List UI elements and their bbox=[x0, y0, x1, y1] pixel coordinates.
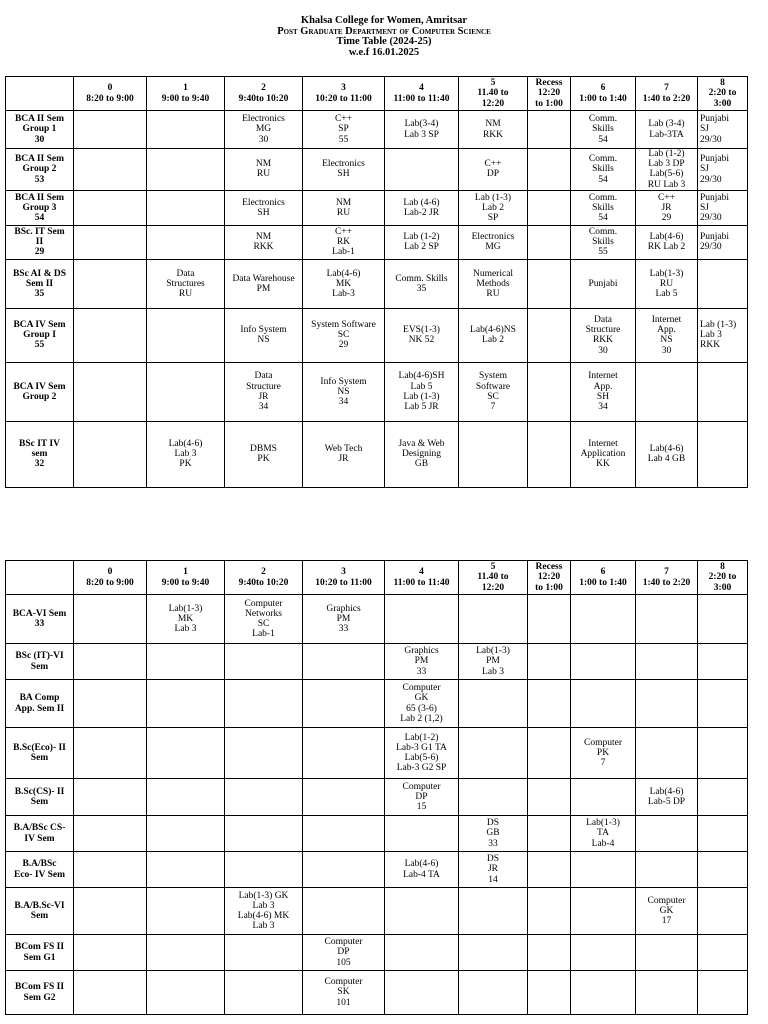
table-row bbox=[6, 816, 748, 852]
column-header: 5 11.40 to 12:20 bbox=[459, 77, 528, 111]
period-cell bbox=[571, 888, 636, 935]
column-header: 7 1:40 to 2:20 bbox=[636, 561, 698, 595]
period-cell bbox=[74, 595, 147, 644]
period-cell bbox=[571, 680, 636, 728]
effective-date: w.e.f 16.01.2025 bbox=[348, 46, 420, 58]
period-cell bbox=[698, 852, 748, 888]
period-cell: Punjabi 29/30 bbox=[698, 225, 748, 259]
class-label: BCom FS II Sem G2 bbox=[6, 971, 74, 1015]
period-cell: Lab (1-3) Lab 3 RKK bbox=[698, 308, 748, 362]
period-cell: Lab(4-6) MK Lab-3 bbox=[303, 259, 385, 308]
period-cell: NM RU bbox=[225, 149, 303, 191]
period-cell: Comm. Skills 54 bbox=[571, 190, 636, 225]
period-cell bbox=[74, 259, 147, 308]
period-cell bbox=[636, 362, 698, 421]
table-row bbox=[6, 680, 748, 728]
period-cell bbox=[528, 971, 571, 1015]
period-cell: Comm. Skills 35 bbox=[385, 259, 459, 308]
column-header: 8 2:20 to 3:00 bbox=[698, 561, 748, 595]
table-row bbox=[6, 225, 748, 259]
table-row bbox=[6, 852, 748, 888]
period-cell: Numerical Methods RU bbox=[459, 259, 528, 308]
column-header: 6 1:00 to 1:40 bbox=[571, 77, 636, 111]
period-cell: Data Warehouse PM bbox=[225, 259, 303, 308]
period-cell bbox=[147, 680, 225, 728]
period-cell: Computer DP 15 bbox=[385, 779, 459, 816]
class-label: BCA II Sem Group 3 54 bbox=[6, 190, 74, 225]
department-name: Post Graduate Department of Computer Science bbox=[277, 25, 491, 37]
period-cell bbox=[225, 852, 303, 888]
period-cell bbox=[571, 852, 636, 888]
period-cell: Lab (1-2) Lab 2 SP bbox=[385, 225, 459, 259]
period-cell: Lab(4-6) Lab-5 DP bbox=[636, 779, 698, 816]
period-cell bbox=[74, 971, 147, 1015]
period-cell bbox=[528, 308, 571, 362]
period-cell: Lab(1-3) MK Lab 3 bbox=[147, 595, 225, 644]
period-cell bbox=[528, 728, 571, 779]
column-header: 4 11:00 to 11:40 bbox=[385, 77, 459, 111]
period-cell bbox=[74, 728, 147, 779]
period-cell: Computer SK 101 bbox=[303, 971, 385, 1015]
column-header bbox=[6, 77, 74, 111]
period-cell bbox=[147, 362, 225, 421]
class-label: BA Comp App. Sem II bbox=[6, 680, 74, 728]
class-label: BSc (IT)-VI Sem bbox=[6, 644, 74, 680]
period-cell bbox=[528, 190, 571, 225]
period-cell: Lab(3-4) Lab 3 SP bbox=[385, 111, 459, 149]
period-cell bbox=[303, 644, 385, 680]
period-cell bbox=[74, 888, 147, 935]
period-cell bbox=[571, 935, 636, 971]
period-cell bbox=[459, 779, 528, 816]
column-header: 4 11:00 to 11:40 bbox=[385, 561, 459, 595]
period-cell bbox=[74, 225, 147, 259]
period-cell bbox=[636, 728, 698, 779]
column-header: 8 2:20 to 3:00 bbox=[698, 77, 748, 111]
period-cell bbox=[698, 595, 748, 644]
class-label: BCA II Sem Group 2 53 bbox=[6, 149, 74, 191]
period-cell bbox=[571, 971, 636, 1015]
period-cell bbox=[147, 225, 225, 259]
period-cell bbox=[698, 728, 748, 779]
period-cell: Lab(4-6)NS Lab 2 bbox=[459, 308, 528, 362]
period-cell bbox=[528, 852, 571, 888]
period-cell bbox=[528, 888, 571, 935]
column-header: 2 9:40to 10:20 bbox=[225, 77, 303, 111]
period-cell: Lab(1-3) RU Lab 5 bbox=[636, 259, 698, 308]
period-cell: Computer GK 65 (3-6) Lab 2 (1,2) bbox=[385, 680, 459, 728]
period-cell bbox=[459, 595, 528, 644]
period-cell bbox=[303, 779, 385, 816]
column-header bbox=[6, 561, 74, 595]
period-cell: Graphics PM 33 bbox=[385, 644, 459, 680]
period-cell bbox=[528, 680, 571, 728]
period-cell bbox=[698, 779, 748, 816]
period-cell bbox=[225, 935, 303, 971]
period-cell bbox=[528, 421, 571, 487]
table-row bbox=[6, 308, 748, 362]
table-row bbox=[6, 935, 748, 971]
period-cell: DS GB 33 bbox=[459, 816, 528, 852]
column-header: 1 9:00 to 9:40 bbox=[147, 77, 225, 111]
period-cell: Lab(4-6) Lab 3 PK bbox=[147, 421, 225, 487]
period-cell: Lab (1-2) Lab 3 DP Lab(5-6) RU Lab 3 bbox=[636, 149, 698, 191]
period-cell bbox=[571, 779, 636, 816]
class-label: BCA IV Sem Group I 55 bbox=[6, 308, 74, 362]
period-cell: C++ SP 55 bbox=[303, 111, 385, 149]
timetable-2 bbox=[5, 560, 748, 1015]
period-cell: Lab(1-2) Lab-3 G1 TA Lab(5-6) Lab-3 G2 SP bbox=[385, 728, 459, 779]
column-header: Recess 12:20 to 1:00 bbox=[528, 77, 571, 111]
period-cell bbox=[459, 971, 528, 1015]
period-cell bbox=[698, 888, 748, 935]
period-cell bbox=[528, 816, 571, 852]
period-cell: Lab(4-6) Lab 4 GB bbox=[636, 421, 698, 487]
period-cell bbox=[698, 259, 748, 308]
period-cell: Punjabi bbox=[571, 259, 636, 308]
table-row bbox=[6, 111, 748, 149]
period-cell: Electronics SH bbox=[225, 190, 303, 225]
period-cell bbox=[74, 308, 147, 362]
column-header: 6 1:00 to 1:40 bbox=[571, 561, 636, 595]
period-cell bbox=[459, 421, 528, 487]
period-cell: Comm. Skills 55 bbox=[571, 225, 636, 259]
period-cell bbox=[74, 935, 147, 971]
period-cell bbox=[571, 644, 636, 680]
period-cell: Electronics MG bbox=[459, 225, 528, 259]
period-cell bbox=[385, 935, 459, 971]
period-cell bbox=[147, 111, 225, 149]
period-cell: NM RU bbox=[303, 190, 385, 225]
period-cell: Lab (3-4) Lab-3TA bbox=[636, 111, 698, 149]
column-header: 0 8:20 to 9:00 bbox=[74, 77, 147, 111]
period-cell bbox=[303, 680, 385, 728]
class-label: BCA-VI Sem 33 bbox=[6, 595, 74, 644]
period-cell: Punjabi SJ 29/30 bbox=[698, 111, 748, 149]
period-cell bbox=[528, 935, 571, 971]
table-row bbox=[6, 259, 748, 308]
period-cell bbox=[147, 779, 225, 816]
period-cell: DS JR 14 bbox=[459, 852, 528, 888]
table-row bbox=[6, 595, 748, 644]
column-header: 3 10:20 to 11:00 bbox=[303, 561, 385, 595]
period-cell bbox=[698, 421, 748, 487]
period-cell: Electronics SH bbox=[303, 149, 385, 191]
period-cell bbox=[698, 971, 748, 1015]
period-cell bbox=[303, 852, 385, 888]
timetable-1 bbox=[5, 76, 748, 488]
period-cell: System Software SC 7 bbox=[459, 362, 528, 421]
period-cell bbox=[698, 644, 748, 680]
period-cell: Internet App. NS 30 bbox=[636, 308, 698, 362]
period-cell bbox=[147, 852, 225, 888]
period-cell bbox=[698, 935, 748, 971]
table-row bbox=[6, 149, 748, 191]
period-cell: NM RKK bbox=[459, 111, 528, 149]
timetable-title: Time Table (2024-25) bbox=[336, 36, 432, 47]
period-cell: System Software SC 29 bbox=[303, 308, 385, 362]
period-cell bbox=[528, 779, 571, 816]
table-row bbox=[6, 362, 748, 421]
period-cell bbox=[74, 149, 147, 191]
period-cell bbox=[303, 888, 385, 935]
period-cell bbox=[459, 728, 528, 779]
period-cell bbox=[459, 888, 528, 935]
period-cell: Lab (4-6) Lab-2 JR bbox=[385, 190, 459, 225]
class-label: B.A/B.Sc-VI Sem bbox=[6, 888, 74, 935]
period-cell bbox=[303, 728, 385, 779]
period-cell: Computer PK 7 bbox=[571, 728, 636, 779]
period-cell bbox=[225, 816, 303, 852]
class-label: BCA II Sem Group 1 30 bbox=[6, 111, 74, 149]
period-cell bbox=[147, 149, 225, 191]
period-cell bbox=[636, 644, 698, 680]
period-cell: Punjabi SJ 29/30 bbox=[698, 190, 748, 225]
period-cell bbox=[698, 816, 748, 852]
period-cell bbox=[147, 728, 225, 779]
period-cell: Computer GK 17 bbox=[636, 888, 698, 935]
period-cell bbox=[225, 779, 303, 816]
period-cell bbox=[147, 816, 225, 852]
period-cell bbox=[698, 362, 748, 421]
period-cell bbox=[636, 971, 698, 1015]
period-cell bbox=[636, 816, 698, 852]
college-name: Khalsa College for Women, Amritsar bbox=[300, 15, 468, 26]
period-cell bbox=[571, 595, 636, 644]
period-cell bbox=[74, 852, 147, 888]
class-label: B.Sc(Eco)- II Sem bbox=[6, 728, 74, 779]
period-cell: DBMS PK bbox=[225, 421, 303, 487]
period-cell: Lab(1-3) GK Lab 3 Lab(4-6) MK Lab 3 bbox=[225, 888, 303, 935]
period-cell: Lab(1-3) TA Lab-4 bbox=[571, 816, 636, 852]
timetable-header bbox=[0, 16, 768, 58]
period-cell bbox=[385, 971, 459, 1015]
class-label: B.A/BSc Eco- IV Sem bbox=[6, 852, 74, 888]
period-cell: Info System NS 34 bbox=[303, 362, 385, 421]
period-cell: Lab(4-6)SH Lab 5 Lab (1-3) Lab 5 JR bbox=[385, 362, 459, 421]
period-cell bbox=[636, 595, 698, 644]
class-label: B.Sc(CS)- II Sem bbox=[6, 779, 74, 816]
period-cell bbox=[528, 644, 571, 680]
period-cell: Lab(4-6) Lab-4 TA bbox=[385, 852, 459, 888]
period-cell bbox=[74, 421, 147, 487]
period-cell: NM RKK bbox=[225, 225, 303, 259]
period-cell bbox=[74, 779, 147, 816]
period-cell bbox=[459, 935, 528, 971]
period-cell bbox=[385, 816, 459, 852]
period-cell bbox=[528, 111, 571, 149]
period-cell bbox=[528, 259, 571, 308]
period-cell: Computer DP 105 bbox=[303, 935, 385, 971]
period-cell: Internet Application KK bbox=[571, 421, 636, 487]
class-label: BSc AI & DS Sem II 35 bbox=[6, 259, 74, 308]
period-cell: Electronics MG 30 bbox=[225, 111, 303, 149]
period-cell: Internet App. SH 34 bbox=[571, 362, 636, 421]
period-cell: Lab(1-3) PM Lab 3 bbox=[459, 644, 528, 680]
period-cell bbox=[74, 680, 147, 728]
period-cell bbox=[225, 644, 303, 680]
column-header: 3 10:20 to 11:00 bbox=[303, 77, 385, 111]
period-cell bbox=[528, 595, 571, 644]
period-cell: Graphics PM 33 bbox=[303, 595, 385, 644]
table-row bbox=[6, 421, 748, 487]
period-cell bbox=[225, 728, 303, 779]
period-cell bbox=[147, 888, 225, 935]
table-row bbox=[6, 779, 748, 816]
period-cell: C++ JR 29 bbox=[636, 190, 698, 225]
period-cell bbox=[528, 362, 571, 421]
period-cell bbox=[698, 680, 748, 728]
period-cell: Comm. Skills 54 bbox=[571, 149, 636, 191]
period-cell bbox=[528, 225, 571, 259]
period-cell: Computer Networks SC Lab-1 bbox=[225, 595, 303, 644]
period-cell bbox=[636, 935, 698, 971]
period-cell bbox=[147, 935, 225, 971]
table-row bbox=[6, 644, 748, 680]
period-cell bbox=[147, 308, 225, 362]
period-cell bbox=[225, 680, 303, 728]
period-cell bbox=[528, 149, 571, 191]
period-cell: Java & Web Designing GB bbox=[385, 421, 459, 487]
period-cell: Lab(4-6) RK Lab 2 bbox=[636, 225, 698, 259]
period-cell: Info System NS bbox=[225, 308, 303, 362]
period-cell: C++ RK Lab-1 bbox=[303, 225, 385, 259]
table-row bbox=[6, 728, 748, 779]
period-cell bbox=[303, 816, 385, 852]
period-cell: Data Structure RKK 30 bbox=[571, 308, 636, 362]
column-header: 1 9:00 to 9:40 bbox=[147, 561, 225, 595]
period-cell bbox=[636, 680, 698, 728]
header-row bbox=[6, 561, 748, 595]
class-label: BSc. IT Sem II 29 bbox=[6, 225, 74, 259]
period-cell bbox=[74, 111, 147, 149]
period-cell bbox=[74, 816, 147, 852]
period-cell bbox=[74, 644, 147, 680]
period-cell: Data Structures RU bbox=[147, 259, 225, 308]
class-label: BCA IV Sem Group 2 bbox=[6, 362, 74, 421]
period-cell bbox=[385, 595, 459, 644]
period-cell: Data Structure JR 34 bbox=[225, 362, 303, 421]
table-row bbox=[6, 190, 748, 225]
period-cell bbox=[636, 852, 698, 888]
period-cell bbox=[385, 888, 459, 935]
column-header: 7 1:40 to 2:20 bbox=[636, 77, 698, 111]
class-label: BCom FS II Sem G1 bbox=[6, 935, 74, 971]
period-cell: EVS(1-3) NK 52 bbox=[385, 308, 459, 362]
header-row bbox=[6, 77, 748, 111]
table-row bbox=[6, 888, 748, 935]
period-cell bbox=[74, 190, 147, 225]
period-cell: Comm. Skills 54 bbox=[571, 111, 636, 149]
column-header: 5 11.40 to 12:20 bbox=[459, 561, 528, 595]
period-cell: Punjabi SJ 29/30 bbox=[698, 149, 748, 191]
period-cell bbox=[147, 190, 225, 225]
column-header: 2 9:40to 10:20 bbox=[225, 561, 303, 595]
period-cell bbox=[147, 644, 225, 680]
column-header: Recess 12:20 to 1:00 bbox=[528, 561, 571, 595]
period-cell: Lab (1-3) Lab 2 SP bbox=[459, 190, 528, 225]
class-label: B.A/BSc CS- IV Sem bbox=[6, 816, 74, 852]
period-cell: Web Tech JR bbox=[303, 421, 385, 487]
period-cell: C++ DP bbox=[459, 149, 528, 191]
class-label: BSc IT IV sem 32 bbox=[6, 421, 74, 487]
period-cell bbox=[385, 149, 459, 191]
column-header: 0 8:20 to 9:00 bbox=[74, 561, 147, 595]
table-row bbox=[6, 971, 748, 1015]
period-cell bbox=[225, 971, 303, 1015]
period-cell bbox=[74, 362, 147, 421]
period-cell bbox=[459, 680, 528, 728]
period-cell bbox=[147, 971, 225, 1015]
